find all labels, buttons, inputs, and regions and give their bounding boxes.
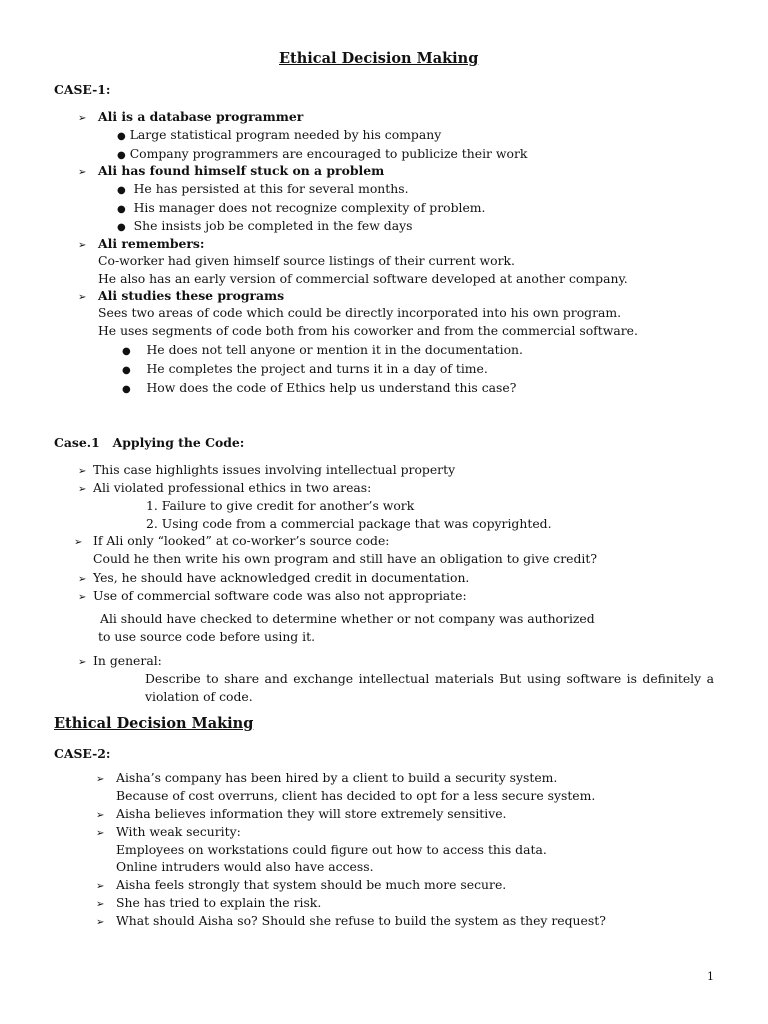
case1-subitem: ● His manager does not recognize complexity of problem.: [117, 199, 486, 219]
case1-item-3: ➢ Ali remembers:: [78, 235, 204, 255]
arrow-bullet-icon: ➢: [78, 592, 87, 603]
case2-item: ➢ Aisha believes information they will store extremely sensitive.: [96, 805, 507, 825]
arrow-bullet-icon: ➢: [96, 917, 105, 928]
applying-line: to use source code before using it.: [98, 629, 316, 644]
case2-line: Online intruders would also have access.: [116, 859, 374, 874]
section2-title: Ethical Decision Making: [54, 715, 254, 732]
dot-bullet-icon: ●: [117, 131, 126, 142]
applying-line: Ali should have checked to determine whether or not company was authorized: [100, 611, 595, 626]
arrow-bullet-icon: ➢: [78, 574, 87, 585]
case1-subitem: ● He does not tell anyone or mention it in the documentation.: [122, 341, 523, 361]
case1-line: Co-worker had given himself source listings of their current work.: [98, 253, 515, 268]
case1-line: He uses segments of code both from his coworker and from the commercial software.: [98, 323, 638, 338]
case2-item: ➢ Aisha’s company has been hired by a client to build a security system.: [96, 769, 557, 789]
applying-line: Could he then write his own program and still have an obligation to give credit?: [93, 551, 597, 566]
case2-line: Because of cost overruns, client has decided to opt for a less secure system.: [116, 788, 596, 803]
dot-bullet-icon: ●: [117, 204, 126, 215]
applying-item: ➢ Ali violated professional ethics in two areas:: [78, 479, 371, 499]
arrow-bullet-icon: ➢: [78, 292, 87, 303]
arrow-bullet-icon: ➢: [96, 899, 105, 910]
case2-heading: CASE-2:: [54, 746, 111, 761]
arrow-bullet-icon: ➢: [96, 774, 105, 785]
case1-subitem: ● Company programmers are encouraged to publicize their work: [117, 145, 527, 165]
applying-item: ➢ This case highlights issues involving intellectual property: [78, 461, 455, 481]
dot-bullet-icon: ●: [117, 222, 126, 233]
applying-item: ➢ In general:: [78, 652, 162, 672]
case1-subitem: ● She insists job be completed in the few days: [117, 217, 412, 237]
applying-item: ➢ Use of commercial software code was also not appropriate:: [78, 587, 467, 607]
dot-bullet-icon: ●: [122, 346, 131, 357]
case1-heading: CASE-1:: [54, 82, 111, 97]
case2-item: ➢ She has tried to explain the risk.: [96, 894, 321, 914]
arrow-bullet-icon: ➢: [96, 881, 105, 892]
case2-item: ➢ With weak security:: [96, 823, 241, 843]
dot-bullet-icon: ●: [122, 384, 131, 395]
applying-heading: Case.1 Applying the Code:: [54, 435, 245, 450]
arrow-bullet-icon: ➢: [78, 484, 87, 495]
case1-item-1: ➢ Ali is a database programmer: [78, 108, 303, 128]
case1-line: Sees two areas of code which could be directly incorporated into his own program.: [98, 305, 622, 320]
case1-subitem: ● He has persisted at this for several months.: [117, 180, 409, 200]
arrow-bullet-icon: ➢: [74, 537, 83, 548]
case1-item-4: ➢ Ali studies these programs: [78, 287, 284, 307]
applying-item: ➢ Yes, he should have acknowledged credit in documentation.: [78, 569, 469, 589]
arrow-bullet-icon: ➢: [96, 828, 105, 839]
page-number: 1: [707, 970, 714, 983]
arrow-bullet-icon: ➢: [78, 113, 87, 124]
case1-subitem: ● How does the code of Ethics help us understand this case?: [122, 379, 516, 399]
dot-bullet-icon: ●: [122, 365, 131, 376]
applying-numbered-item: 2. Using code from a commercial package that was copyrighted.: [146, 516, 552, 531]
case1-subitem: ● He completes the project and turns it in a day of time.: [122, 360, 488, 380]
arrow-bullet-icon: ➢: [96, 810, 105, 821]
applying-item: ➢ If Ali only “looked” at co-worker’s source code:: [74, 532, 390, 552]
case2-line: Employees on workstations could figure out how to access this data.: [116, 842, 547, 857]
page-title: Ethical Decision Making: [279, 50, 479, 67]
arrow-bullet-icon: ➢: [78, 240, 87, 251]
dot-bullet-icon: ●: [117, 185, 126, 196]
arrow-bullet-icon: ➢: [78, 466, 87, 477]
arrow-bullet-icon: ➢: [78, 657, 87, 668]
case1-line: He also has an early version of commercial software developed at another company.: [98, 271, 628, 286]
applying-numbered-item: 1. Failure to give credit for another’s work: [146, 498, 415, 513]
applying-paragraph: Describe to share and exchange intellectual materials But using software is definitely a violation of code.: [145, 671, 714, 704]
case2-item: ➢ What should Aisha so? Should she refuse to build the system as they request?: [96, 912, 606, 932]
case1-item-2: ➢ Ali has found himself stuck on a problem: [78, 162, 384, 182]
case2-item: ➢ Aisha feels strongly that system should be much more secure.: [96, 876, 506, 896]
case1-subitem: ● Large statistical program needed by his company: [117, 126, 441, 146]
arrow-bullet-icon: ➢: [78, 167, 87, 178]
dot-bullet-icon: ●: [117, 150, 126, 161]
